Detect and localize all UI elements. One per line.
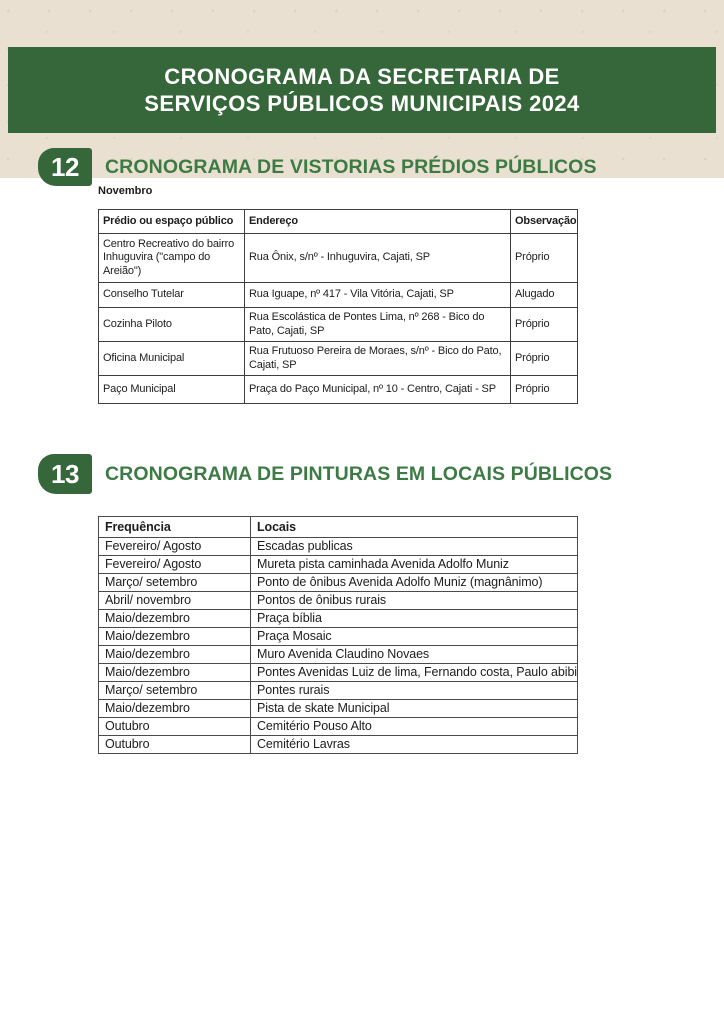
table-row xyxy=(99,592,578,610)
table-row xyxy=(99,628,578,646)
table-row xyxy=(99,574,578,592)
table-row xyxy=(99,556,578,574)
table-row xyxy=(99,538,578,556)
title-banner xyxy=(8,47,716,133)
table-cell: Próprio xyxy=(511,234,578,283)
table-cell: Oficina Municipal xyxy=(99,342,245,376)
table-row xyxy=(99,610,578,628)
table-row xyxy=(99,664,578,682)
inspections-table-container xyxy=(98,209,578,404)
table-cell: Outubro xyxy=(99,736,251,754)
table-cell: Março/ setembro xyxy=(99,574,251,592)
section-12-title: CRONOGRAMA DE VISTORIAS PRÉDIOS PÚBLICOS xyxy=(105,155,597,178)
table-cell: Fevereiro/ Agosto xyxy=(99,538,251,556)
table-header-row xyxy=(99,517,578,538)
table-row xyxy=(99,718,578,736)
table-cell: Rua Escolástica de Pontes Lima, nº 268 - Bico do Pato, Cajati, SP xyxy=(245,308,511,342)
table-cell: Cemitério Lavras xyxy=(251,736,578,754)
table-row xyxy=(99,376,578,404)
section-12-header xyxy=(38,147,597,187)
inspections-table xyxy=(98,209,578,404)
column-header-locais: Locais xyxy=(251,517,578,538)
table-row xyxy=(99,646,578,664)
table-cell: Maio/dezembro xyxy=(99,664,251,682)
table-cell: Outubro xyxy=(99,718,251,736)
table-cell: Muro Avenida Claudino Novaes xyxy=(251,646,578,664)
table-row xyxy=(99,234,578,283)
table-cell: Mureta pista caminhada Avenida Adolfo Muniz xyxy=(251,556,578,574)
column-header-endereco: Endereço xyxy=(245,210,511,234)
table-row xyxy=(99,283,578,308)
table-cell: Praça do Paço Municipal, nº 10 - Centro, Cajati - SP xyxy=(245,376,511,404)
table-cell: Próprio xyxy=(511,342,578,376)
table-row xyxy=(99,342,578,376)
table-cell: Rua Iguape, nº 417 - Vila Vitória, Cajati, SP xyxy=(245,283,511,308)
table-cell: Pista de skate Municipal xyxy=(251,700,578,718)
table-cell: Cemitério Pouso Alto xyxy=(251,718,578,736)
table-cell: Praça bíblia xyxy=(251,610,578,628)
table-row xyxy=(99,700,578,718)
paintings-table xyxy=(98,516,578,754)
month-label: Novembro xyxy=(98,185,153,197)
section-12-badge xyxy=(38,148,92,186)
table-row xyxy=(99,736,578,754)
paintings-table-container xyxy=(98,516,578,754)
table-row xyxy=(99,308,578,342)
table-cell: Ponto de ônibus Avenida Adolfo Muniz (magnânimo) xyxy=(251,574,578,592)
column-header-frequencia: Frequência xyxy=(99,517,251,538)
table-cell: Rua Frutuoso Pereira de Moraes, s/nº - Bico do Pato, Cajati, SP xyxy=(245,342,511,376)
section-13-badge xyxy=(38,454,92,494)
table-cell: Maio/dezembro xyxy=(99,628,251,646)
table-cell: Centro Recreativo do bairro Inhuguvira ("campo do Areião") xyxy=(99,234,245,283)
banner-title-line-1: CRONOGRAMA DA SECRETARIA DE xyxy=(164,64,560,89)
banner-title-line-2: SERVIÇOS PÚBLICOS MUNICIPAIS 2024 xyxy=(144,91,580,116)
table-cell: Conselho Tutelar xyxy=(99,283,245,308)
section-13-title: CRONOGRAMA DE PINTURAS EM LOCAIS PÚBLICOS xyxy=(105,462,613,485)
table-cell: Próprio xyxy=(511,376,578,404)
section-12-number: 12 xyxy=(51,151,79,182)
table-cell: Pontos de ônibus rurais xyxy=(251,592,578,610)
table-cell: Abril/ novembro xyxy=(99,592,251,610)
section-13-number: 13 xyxy=(51,458,79,489)
table-cell: Maio/dezembro xyxy=(99,700,251,718)
table-cell: Escadas publicas xyxy=(251,538,578,556)
column-header-observacao: Observação xyxy=(511,210,578,234)
table-cell: Maio/dezembro xyxy=(99,646,251,664)
section-13-header xyxy=(38,452,612,496)
table-cell: Próprio xyxy=(511,308,578,342)
table-cell: Cozinha Piloto xyxy=(99,308,245,342)
table-cell: Paço Municipal xyxy=(99,376,245,404)
table-cell: Rua Ônix, s/nº - Inhuguvira, Cajati, SP xyxy=(245,234,511,283)
table-cell: Pontes Avenidas Luiz de lima, Fernando costa, Paulo abibi xyxy=(251,664,578,682)
column-header-predio: Prédio ou espaço público xyxy=(99,210,245,234)
table-row xyxy=(99,682,578,700)
table-cell: Março/ setembro xyxy=(99,682,251,700)
table-header-row xyxy=(99,210,578,234)
table-cell: Alugado xyxy=(511,283,578,308)
table-cell: Pontes rurais xyxy=(251,682,578,700)
table-cell: Fevereiro/ Agosto xyxy=(99,556,251,574)
table-cell: Maio/dezembro xyxy=(99,610,251,628)
table-cell: Praça Mosaic xyxy=(251,628,578,646)
